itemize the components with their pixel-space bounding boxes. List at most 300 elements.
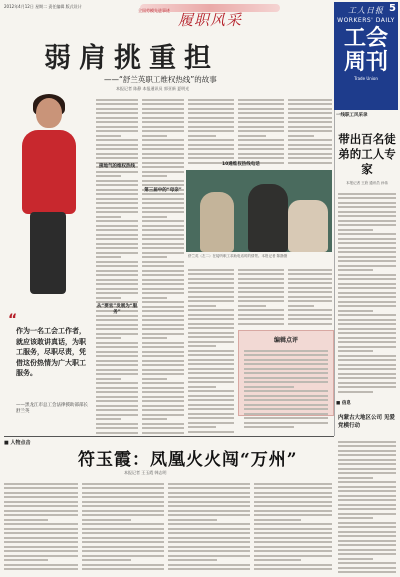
text-line xyxy=(4,559,48,561)
article-column-7 xyxy=(238,266,284,326)
text-line xyxy=(238,112,284,114)
text-line xyxy=(142,238,184,240)
editor-comment-title: 编辑点评 xyxy=(273,337,298,344)
text-line xyxy=(338,558,373,560)
text-line xyxy=(188,126,234,128)
text-line xyxy=(338,224,396,226)
text-line xyxy=(4,505,78,507)
text-line xyxy=(142,157,184,159)
text-line xyxy=(168,510,250,512)
text-line xyxy=(338,486,396,488)
text-line xyxy=(142,333,184,335)
text-line xyxy=(288,157,332,159)
text-line xyxy=(4,501,78,503)
text-line xyxy=(188,327,234,329)
text-line xyxy=(238,117,284,119)
text-line xyxy=(288,148,332,150)
text-line xyxy=(96,108,138,110)
text-line xyxy=(188,395,234,397)
text-line xyxy=(82,541,164,543)
text-line xyxy=(288,269,332,271)
text-line xyxy=(338,508,396,510)
text-line xyxy=(238,99,284,101)
text-line xyxy=(338,305,396,307)
text-line xyxy=(338,269,373,271)
text-line xyxy=(96,378,121,380)
text-line xyxy=(96,319,138,321)
bottom-section-tag: ■ 人物点击 xyxy=(4,440,31,446)
text-line xyxy=(244,399,328,401)
body-text xyxy=(96,99,138,434)
text-line xyxy=(338,567,396,569)
text-line xyxy=(142,346,184,348)
text-line xyxy=(244,408,328,410)
text-line xyxy=(96,234,138,236)
body-text xyxy=(288,99,332,164)
text-line xyxy=(96,229,138,231)
text-line xyxy=(96,414,138,416)
text-line xyxy=(188,282,234,284)
text-line xyxy=(338,206,396,208)
text-line xyxy=(338,571,396,573)
text-line xyxy=(142,301,184,303)
text-line xyxy=(4,564,78,566)
text-line xyxy=(338,233,396,235)
text-line xyxy=(168,555,250,557)
text-line xyxy=(168,487,250,489)
text-line xyxy=(96,391,138,393)
text-line xyxy=(338,328,396,330)
text-line xyxy=(188,368,234,370)
text-line xyxy=(338,301,396,303)
text-line xyxy=(338,341,396,343)
text-line xyxy=(4,483,78,485)
text-line xyxy=(168,559,217,561)
photo-person xyxy=(288,200,328,252)
text-line xyxy=(142,144,184,146)
text-line xyxy=(288,309,332,311)
text-line xyxy=(254,555,332,557)
text-line xyxy=(188,354,234,356)
bottom-column-4 xyxy=(254,480,332,574)
text-line xyxy=(4,528,78,530)
text-line xyxy=(338,454,396,456)
text-line xyxy=(168,550,250,552)
text-line xyxy=(338,495,396,497)
text-line xyxy=(338,368,396,370)
text-line xyxy=(142,117,184,119)
text-line xyxy=(96,130,138,132)
text-line xyxy=(96,369,138,371)
text-line xyxy=(96,157,138,159)
text-line xyxy=(142,369,184,371)
text-line xyxy=(96,364,138,366)
text-line xyxy=(96,400,138,402)
news-photo xyxy=(186,170,332,252)
text-line xyxy=(254,564,332,566)
text-line xyxy=(142,139,184,141)
text-line xyxy=(288,103,332,105)
text-line xyxy=(96,193,138,195)
text-line xyxy=(338,220,396,222)
text-line xyxy=(338,540,396,542)
text-line xyxy=(188,305,216,307)
text-line xyxy=(238,314,284,316)
article-column-8 xyxy=(288,266,332,326)
text-line xyxy=(238,305,266,307)
article-column-4 xyxy=(238,96,284,166)
text-line xyxy=(96,99,138,101)
page-number: 5 xyxy=(389,3,396,14)
text-line xyxy=(82,564,164,566)
text-line xyxy=(142,355,184,357)
text-line xyxy=(244,386,294,388)
text-line xyxy=(254,528,332,530)
text-line xyxy=(288,314,332,316)
text-line xyxy=(168,523,250,525)
text-line xyxy=(142,99,184,101)
text-line xyxy=(96,175,121,177)
text-line xyxy=(244,426,294,428)
text-line xyxy=(96,387,138,389)
text-line xyxy=(288,144,332,146)
text-line xyxy=(238,318,284,320)
text-line xyxy=(288,273,332,275)
text-line xyxy=(254,505,332,507)
text-line xyxy=(254,496,332,498)
text-line xyxy=(142,229,184,231)
text-line xyxy=(142,252,184,254)
text-line xyxy=(142,198,184,200)
text-line xyxy=(188,341,234,343)
editor-comment-text xyxy=(244,347,328,411)
text-line xyxy=(96,405,138,407)
section-tag: Trade Union xyxy=(354,76,378,81)
text-line xyxy=(96,207,138,209)
text-line xyxy=(338,553,396,555)
text-line xyxy=(238,300,284,302)
text-line xyxy=(188,287,234,289)
text-line xyxy=(96,117,138,119)
text-line xyxy=(244,350,328,352)
text-line xyxy=(244,390,328,392)
text-line xyxy=(338,337,396,339)
text-line xyxy=(142,319,184,321)
text-line xyxy=(338,332,396,334)
text-line xyxy=(142,130,184,132)
bottom-headline: 符玉霞：凤凰火火闯“万州” xyxy=(78,450,298,470)
text-line xyxy=(238,135,266,137)
text-line xyxy=(338,364,396,366)
text-line xyxy=(188,381,234,383)
text-line xyxy=(96,288,138,290)
text-line xyxy=(142,427,184,429)
text-line xyxy=(142,211,184,213)
text-line xyxy=(338,504,396,506)
right-article-title-2: 内蒙古大地区公司 见爱党模行动 xyxy=(338,415,395,429)
text-line xyxy=(82,496,164,498)
article-column-6 xyxy=(188,266,234,436)
text-line xyxy=(142,135,167,137)
column-divider xyxy=(334,110,335,436)
text-line xyxy=(188,332,234,334)
paper-name: 工人日报 xyxy=(348,6,384,15)
text-line xyxy=(188,112,234,114)
text-line xyxy=(188,300,234,302)
text-line xyxy=(96,382,138,384)
section-heading-3: 从“要官”发展为“服务” xyxy=(96,304,138,315)
text-line xyxy=(188,273,234,275)
text-line xyxy=(244,422,328,424)
text-line xyxy=(82,550,164,552)
text-line xyxy=(188,377,234,379)
text-line xyxy=(142,265,184,267)
text-line xyxy=(188,117,234,119)
text-line xyxy=(168,564,250,566)
text-line xyxy=(142,378,167,380)
text-line xyxy=(96,211,138,213)
text-line xyxy=(288,296,332,298)
text-line xyxy=(96,355,138,357)
text-line xyxy=(142,121,184,123)
text-line xyxy=(96,225,138,227)
text-line xyxy=(96,252,138,254)
text-line xyxy=(96,103,138,105)
quote-mark-icon: “ xyxy=(8,312,18,328)
text-line xyxy=(188,148,234,150)
text-line xyxy=(82,528,164,530)
text-line xyxy=(96,297,121,299)
portrait-photo xyxy=(6,92,90,304)
text-line xyxy=(96,324,138,326)
text-line xyxy=(96,202,138,204)
text-line xyxy=(238,130,284,132)
right-section-label-2: ■ 信息 xyxy=(336,401,351,406)
text-line xyxy=(188,417,234,419)
text-line xyxy=(254,514,332,516)
text-line xyxy=(338,513,396,515)
text-line xyxy=(188,314,234,316)
text-line xyxy=(338,481,396,483)
text-line xyxy=(96,274,138,276)
body-text xyxy=(338,193,396,393)
text-line xyxy=(338,202,396,204)
column-banner xyxy=(118,0,338,40)
text-line xyxy=(168,501,250,503)
text-line xyxy=(254,550,332,552)
text-line xyxy=(338,468,396,470)
text-line xyxy=(96,423,138,425)
text-line xyxy=(96,283,138,285)
text-line xyxy=(168,568,250,570)
quote-source: ——黑龙江市总工会法律援助部部长舒兰英 xyxy=(16,403,88,414)
text-line xyxy=(338,292,396,294)
text-line xyxy=(188,153,234,155)
text-line xyxy=(338,355,396,357)
right-article-title: 带出百名徒弟的工人专家 xyxy=(338,132,396,176)
text-line xyxy=(254,568,332,570)
section-divider xyxy=(4,436,334,437)
text-line xyxy=(142,202,184,204)
body-text xyxy=(82,483,164,571)
text-line xyxy=(96,148,138,150)
text-line xyxy=(338,391,373,393)
text-line xyxy=(338,193,396,195)
text-line xyxy=(288,282,332,284)
text-line xyxy=(338,517,373,519)
photo-person xyxy=(200,192,234,252)
text-line xyxy=(288,99,332,101)
text-line xyxy=(4,487,78,489)
text-line xyxy=(244,354,328,356)
text-line xyxy=(168,483,250,485)
text-line xyxy=(338,535,396,537)
text-line xyxy=(288,300,332,302)
text-line xyxy=(142,405,184,407)
text-line xyxy=(168,528,250,530)
text-line xyxy=(244,372,328,374)
text-line xyxy=(142,382,184,384)
text-line xyxy=(96,112,138,114)
photo-caption: 舒兰英（左二）在接听职工求助电话时的情景。本报记者 陈静摄 xyxy=(188,254,288,258)
text-line xyxy=(4,555,78,557)
text-line xyxy=(288,305,314,307)
article-column-1 xyxy=(96,96,138,434)
text-line xyxy=(338,549,396,551)
text-line xyxy=(4,546,78,548)
article-column-3 xyxy=(188,96,234,166)
text-line xyxy=(82,532,164,534)
text-line xyxy=(254,519,301,521)
text-line xyxy=(244,359,328,361)
text-line xyxy=(188,309,234,311)
text-line xyxy=(142,261,184,263)
text-line xyxy=(142,409,184,411)
body-text xyxy=(238,99,284,164)
text-line xyxy=(338,544,396,546)
text-line xyxy=(188,372,234,374)
text-line xyxy=(96,135,121,137)
text-line xyxy=(142,175,167,177)
text-line xyxy=(188,121,234,123)
article-column-5 xyxy=(288,96,332,166)
text-line xyxy=(4,568,78,570)
body-text xyxy=(188,269,234,433)
text-line xyxy=(338,265,396,267)
text-line xyxy=(142,103,184,105)
body-text xyxy=(4,483,78,571)
text-line xyxy=(338,197,396,199)
text-line xyxy=(254,487,332,489)
text-line xyxy=(338,499,396,501)
text-line xyxy=(288,126,332,128)
text-line xyxy=(338,531,396,533)
text-line xyxy=(82,546,164,548)
text-line xyxy=(188,422,234,424)
text-line xyxy=(188,359,234,361)
text-line xyxy=(168,505,250,507)
photo-section-heading: 10通维权热线电话 xyxy=(222,162,260,167)
text-line xyxy=(142,270,184,272)
text-line xyxy=(82,537,164,539)
text-line xyxy=(288,318,332,320)
section-heading-2: 第三届中的“母亲” xyxy=(144,188,182,193)
text-line xyxy=(4,496,78,498)
text-line xyxy=(96,216,121,218)
article-column-2 xyxy=(142,96,184,434)
right-section-label: 一线职工风采录 xyxy=(336,113,368,118)
text-line xyxy=(4,519,48,521)
text-line xyxy=(96,198,138,200)
text-line xyxy=(4,541,78,543)
text-line xyxy=(4,523,78,525)
text-line xyxy=(188,363,234,365)
text-line xyxy=(188,386,216,388)
text-line xyxy=(96,360,138,362)
body-text xyxy=(188,99,234,164)
text-line xyxy=(188,103,234,105)
text-line xyxy=(338,278,396,280)
text-line xyxy=(338,441,396,443)
text-line xyxy=(168,496,250,498)
text-line xyxy=(288,153,332,155)
text-line xyxy=(96,418,121,420)
text-line xyxy=(142,274,184,276)
text-line xyxy=(338,377,396,379)
text-line xyxy=(338,256,396,258)
text-line xyxy=(188,139,234,141)
text-line xyxy=(188,323,234,325)
text-line xyxy=(338,382,396,384)
text-line xyxy=(338,238,396,240)
text-line xyxy=(288,130,332,132)
text-line xyxy=(338,445,396,447)
text-line xyxy=(244,368,328,370)
text-line xyxy=(188,404,234,406)
text-line xyxy=(142,180,184,182)
bottom-column-2 xyxy=(82,480,164,574)
text-line xyxy=(238,121,284,123)
text-line xyxy=(96,373,138,375)
text-line xyxy=(188,345,216,347)
text-line xyxy=(254,532,332,534)
text-line xyxy=(96,220,138,222)
date-line: 2012年4月12日 星期二 责任编辑 版式设计 xyxy=(4,4,82,9)
text-line xyxy=(142,364,184,366)
text-line xyxy=(238,139,284,141)
text-line xyxy=(288,117,332,119)
text-line xyxy=(82,523,164,525)
text-line xyxy=(142,387,184,389)
text-line xyxy=(96,144,138,146)
text-line xyxy=(338,562,396,564)
text-line xyxy=(238,144,284,146)
text-line xyxy=(82,519,131,521)
text-line xyxy=(142,315,184,317)
text-line xyxy=(142,108,184,110)
text-line xyxy=(338,247,396,249)
text-line xyxy=(338,296,396,298)
text-line xyxy=(96,279,138,281)
text-line xyxy=(188,135,216,137)
text-line xyxy=(338,283,396,285)
text-line xyxy=(142,283,184,285)
text-line xyxy=(288,108,332,110)
text-line xyxy=(338,490,396,492)
text-line xyxy=(338,459,396,461)
text-line xyxy=(142,328,184,330)
banner-title: 履职风采 xyxy=(178,11,243,29)
